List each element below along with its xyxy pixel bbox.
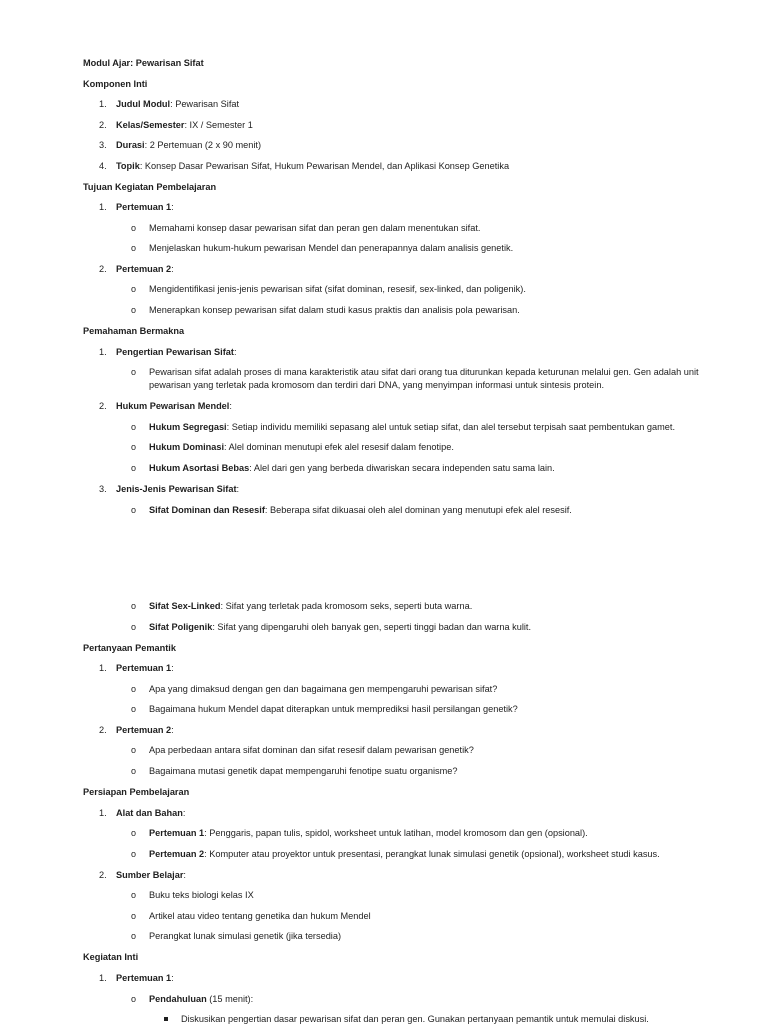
list-item [116, 263, 174, 275]
bullet-label: Sifat Dominan dan Resesif [149, 505, 265, 515]
bullet-text [149, 827, 588, 839]
bullet-icon: o [131, 745, 137, 755]
sub-bullet-text: Diskusikan pengertian dasar pewarisan sifat dan peran gen. Gunakan pertanyaan pemantik untuk memulai diskusi. [181, 1014, 649, 1024]
list-number: 1. [99, 973, 107, 983]
bullet-icon: o [131, 442, 137, 452]
list-item [116, 201, 174, 213]
section-heading-tujuan: Tujuan Kegiatan Pembelajaran [83, 182, 217, 192]
list-item [116, 400, 232, 412]
bullet-text-continued: pewarisan yang terletak pada kromosom dan terdiri dari DNA, yang menyimpan informasi untuk sintesis protein. [149, 380, 604, 390]
bullet-label: Pertemuan 2 [149, 849, 205, 859]
item-text: : [171, 973, 174, 983]
bullet-text [149, 993, 253, 1005]
bullet-text [149, 504, 572, 516]
list-number: 3. [99, 140, 107, 150]
bullet-label: Hukum Dominasi [149, 442, 225, 452]
list-number: 1. [99, 202, 107, 212]
item-text: : [229, 401, 232, 411]
bullet-icon: o [131, 422, 137, 432]
list-number: 2. [99, 401, 107, 411]
item-text: : 2 Pertemuan (2 x 90 menit) [144, 140, 262, 150]
document-title: Modul Ajar: Pewarisan Sifat [83, 58, 204, 68]
bullet-icon: o [131, 622, 137, 632]
list-item [116, 483, 239, 495]
item-text: : [183, 870, 186, 880]
item-label: Pertemuan 1 [116, 202, 172, 212]
item-text: : [171, 725, 174, 735]
bullet-text: Apa perbedaan antara sifat dominan dan sifat resesif dalam pewarisan genetik? [149, 745, 474, 755]
list-item [116, 98, 239, 110]
bullet-body: : Komputer atau proyektor untuk presentasi, perangkat lunak simulasi genetik (opsional), worksheet studi kasus. [204, 849, 660, 859]
list-number: 3. [99, 484, 107, 494]
bullet-icon: o [131, 243, 137, 253]
bullet-icon: o [131, 704, 137, 714]
bullet-label: Hukum Segregasi [149, 422, 227, 432]
list-number: 1. [99, 99, 107, 109]
bullet-label: Pendahuluan [149, 994, 207, 1004]
bullet-icon: o [131, 367, 137, 377]
bullet-label: Sifat Sex-Linked [149, 601, 221, 611]
section-heading-pertanyaan: Pertanyaan Pemantik [83, 643, 176, 653]
bullet-body: : Alel dari gen yang berbeda diwariskan secara independen satu sama lain. [249, 463, 555, 473]
list-item [116, 807, 185, 819]
bullet-body: : Sifat yang dipengaruhi oleh banyak gen, seperti tinggi badan dan warna kulit. [212, 622, 532, 632]
bullet-body: : Sifat yang terletak pada kromosom seks, seperti buta warna. [220, 601, 473, 611]
item-label: Judul Modul [116, 99, 171, 109]
bullet-icon: o [131, 931, 137, 941]
bullet-text: Memahami konsep dasar pewarisan sifat dan peran gen dalam menentukan sifat. [149, 223, 481, 233]
item-text: : [171, 663, 174, 673]
bullet-icon: o [131, 684, 137, 694]
bullet-text: Apa yang dimaksud dengan gen dan bagaimana gen mempengaruhi pewarisan sifat? [149, 684, 498, 694]
item-label: Topik [116, 161, 140, 171]
item-label: Pertemuan 2 [116, 264, 172, 274]
list-number: 2. [99, 120, 107, 130]
list-number: 1. [99, 347, 107, 357]
section-heading-komponen: Komponen Inti [83, 79, 148, 89]
bullet-icon: o [131, 890, 137, 900]
item-text: : Konsep Dasar Pewarisan Sifat, Hukum Pewarisan Mendel, dan Aplikasi Konsep Genetika [139, 161, 510, 171]
section-heading-persiapan: Persiapan Pembelajaran [83, 787, 190, 797]
item-text: : [171, 264, 174, 274]
list-item [116, 972, 174, 984]
item-label: Sumber Belajar [116, 870, 184, 880]
list-item [116, 869, 186, 881]
bullet-label: Pertemuan 1 [149, 828, 205, 838]
list-item [116, 119, 253, 131]
bullet-text [149, 441, 454, 453]
bullet-text: Menerapkan konsep pewarisan sifat dalam studi kasus praktis dan analisis pola pewarisan. [149, 305, 520, 315]
list-item [116, 346, 237, 358]
bullet-body: : Penggaris, papan tulis, spidol, worksheet untuk latihan, model kromosom dan gen (opsional). [204, 828, 588, 838]
list-item [116, 160, 509, 172]
bullet-text [149, 600, 472, 612]
item-label: Alat dan Bahan [116, 808, 183, 818]
bullet-icon: o [131, 828, 137, 838]
bullet-body: (15 menit): [206, 994, 254, 1004]
list-item [116, 662, 174, 674]
bullet-icon: o [131, 223, 137, 233]
item-text: : [182, 808, 186, 818]
item-label: Jenis-Jenis Pewarisan Sifat [116, 484, 237, 494]
list-number: 4. [99, 161, 107, 171]
item-label: Pertemuan 2 [116, 725, 172, 735]
bullet-text: Bagaimana mutasi genetik dapat mempengaruhi fenotipe suatu organisme? [149, 766, 458, 776]
item-text: : [233, 347, 237, 357]
bullet-text [149, 421, 675, 433]
bullet-text: Menjelaskan hukum-hukum pewarisan Mendel dan penerapannya dalam analisis genetik. [149, 243, 514, 253]
list-number: 2. [99, 725, 107, 735]
item-label: Pertemuan 1 [116, 663, 172, 673]
bullet-icon: o [131, 601, 137, 611]
bullet-icon: o [131, 994, 137, 1004]
bullet-text: Mengidentifikasi jenis-jenis pewarisan sifat (sifat dominan, resesif, sex-linked, dan poligenik). [149, 284, 526, 294]
list-number: 2. [99, 264, 107, 274]
bullet-text [149, 462, 555, 474]
list-number: 2. [99, 870, 107, 880]
bullet-text: Pewarisan sifat adalah proses di mana karakteristik atau sifat dari orang tua diturunkan kepada keturunan melalui gen. Gen adalah unit [149, 367, 699, 377]
bullet-body: : Beberapa sifat dikuasai oleh alel dominan yang menutupi efek alel resesif. [264, 505, 572, 515]
item-label: Pertemuan 1 [116, 973, 172, 983]
item-text: : [236, 484, 240, 494]
bullet-icon: o [131, 505, 137, 515]
bullet-body: : Setiap individu memiliki sepasang alel untuk setiap sifat, dan alel tersebut terpisah saat pembentukan gamet. [226, 422, 676, 432]
item-label: Durasi [116, 140, 145, 150]
bullet-text [149, 848, 660, 860]
section-heading-kegiatan: Kegiatan Inti [83, 952, 139, 962]
bullet-icon: o [131, 284, 137, 294]
bullet-label: Hukum Asortasi Bebas [149, 463, 250, 473]
bullet-label: Sifat Poligenik [149, 622, 213, 632]
section-heading-pemahaman: Pemahaman Bermakna [83, 326, 185, 336]
bullet-text [149, 621, 531, 633]
bullet-icon: o [131, 463, 137, 473]
bullet-text: Perangkat lunak simulasi genetik (jika tersedia) [149, 931, 342, 941]
bullet-text: Artikel atau video tentang genetika dan hukum Mendel [149, 911, 371, 921]
item-label: Pengertian Pewarisan Sifat [116, 347, 234, 357]
bullet-icon: o [131, 911, 137, 921]
item-text: : IX / Semester 1 [184, 120, 253, 130]
bullet-icon: o [131, 849, 137, 859]
bullet-text: Bagaimana hukum Mendel dapat diterapkan untuk memprediksi hasil persilangan genetik? [149, 704, 518, 714]
bullet-icon: o [131, 305, 137, 315]
list-number: 1. [99, 808, 107, 818]
list-item [116, 724, 174, 736]
item-label: Kelas/Semester [116, 120, 185, 130]
item-label: Hukum Pewarisan Mendel [116, 401, 230, 411]
bullet-icon: o [131, 766, 137, 776]
item-text: : [171, 202, 174, 212]
list-item [116, 139, 261, 151]
bullet-body: : Alel dominan menutupi efek alel resesif dalam fenotipe. [224, 442, 454, 452]
item-text: : Pewarisan Sifat [170, 99, 240, 109]
list-number: 1. [99, 663, 107, 673]
bullet-text: Buku teks biologi kelas IX [149, 890, 254, 900]
square-bullet-icon [164, 1013, 170, 1019]
